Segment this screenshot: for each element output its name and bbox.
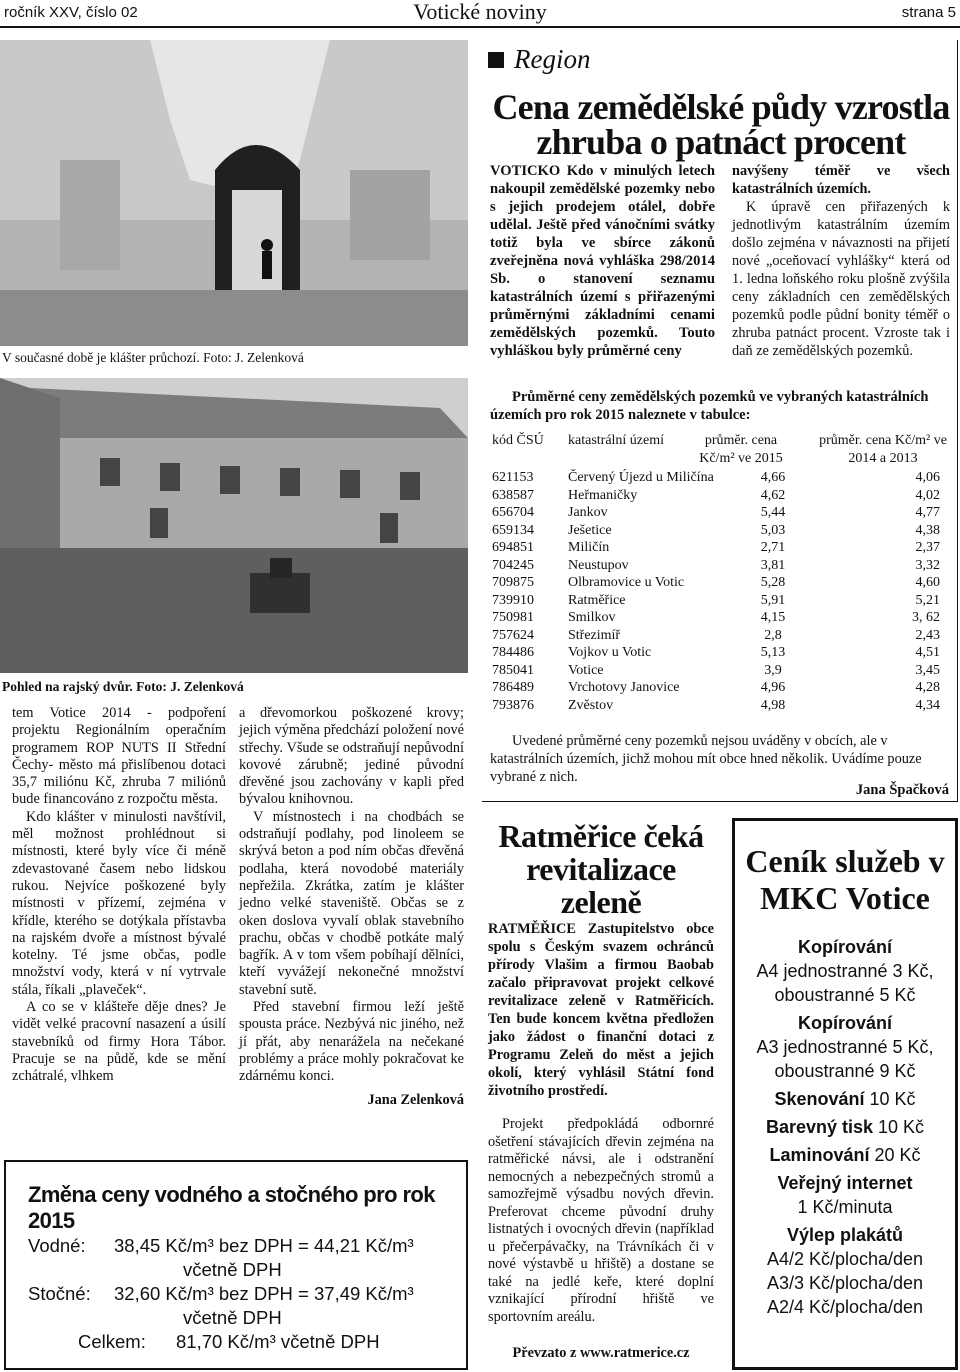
cenik-item-name: Kopírování [797,937,892,957]
cell-2014: 4,38 [915,522,940,538]
table-row [492,662,940,680]
stocne-label: Stočné: [28,1283,91,1304]
klaster-paragraph: tem Votice 2014 - podpoření projektu Regionálním operačním programem ROP NUTS II Střední Čechy- město má přislíbenou dotaci 35,7 miliónu Kč, zhruba 7 miliónů bude financováno z rozpočtu města. [12,705,226,808]
ratmerice-lead: RATMĚŘICE Zastupitelstvo obce spolu s Českým svazem ochránců přírody Vlašim a firmou Baobab začalo připravovat projekt celkové revitalizace zeleně v Ratměřicích. Ten bude koncem května předložen jako žádost o finanční dotaci z Programu Zeleň do měst a jejich okolí, který vyhlásil Státní fond životního prostředí. [488,921,714,1099]
cell-uzemi: Jankov [568,505,608,520]
cenik-item [735,1115,955,1139]
page-number: strana 5 [901,4,956,21]
cell-2015: 4,15 [760,610,786,625]
cenik-item [735,1295,955,1319]
region-lead-column-1: VOTICKO Kdo v minulých letech nakoupil zemědělské pozemky nebo s jejich prodejem otálel, dobře udělal. Ještě před vánočními svátky totiž byla ve sbírce zákonů zveřejněna nová vyhláška 298/2014 Sb. o stanovení seznamu katastrálních území s přiřazenými průměrnými základními cenami zemědělských pozemků. Touto vyhláškou byly průměrné ceny [490,163,715,359]
cenik-item-price: 1 Kč/minuta [797,1197,893,1217]
cenik-item-price: A4 jednostranné 3 Kč, [756,961,934,981]
cenik-title: Ceník služeb v MKC Votice [745,843,945,916]
cell-2015: 2,71 [760,540,786,555]
cenik-item-name: Výlep plakátů [786,1225,904,1245]
cell-2015: 3,9 [764,662,782,678]
issue-label: ročník XXV, číslo 02 [4,4,138,21]
cell-2014: 2,37 [915,540,940,555]
cenik-item [735,1271,955,1295]
ratmerice-body: Projekt předpokládá odbornré ošetření stávajících dřevin zejména na ratměřické návsi, ale i odstranění nemocných a nebezpečných stromů a samozřejmě výsadbu nových dřevin. Preferovat chceme původní druhy listnatých i ovocných dřevin (například u přečerpávačky, na Trávníkách či v nové výstavbě u hřiště) a dostane se také na jedlé keře, které doplní vznikající přírodní hřiště ve sportovním areálu. [488,1116,714,1325]
section-square-icon [488,52,504,68]
cenik-item [735,959,955,983]
cell-2015: 3,81 [760,557,786,573]
table-row [492,522,940,540]
ratmerice-headline: Ratměřice čeká revitalizace zeleně [498,818,704,920]
cell-2014: 4,77 [915,505,940,520]
cell-2015: 5,13 [760,645,786,660]
water-box-title: Změna ceny vodného a stočného pro rok 2015 [28,1182,435,1233]
region-body: K úpravě cen přiřazených k jednotlivým katastrálním územím došlo zejména v návaznosti na přijetí nové „oceňovací vyhlášky“ která od 1. ledna loňského roku plošně zvýšila ceny základních cen zemědělských pozemků podle půdní bonity téměř o zhruba patnáct procent. Vzroste tak i daň ze zemědělských pozemků. [732,199,950,359]
vodne-label: Vodné: [28,1235,86,1256]
cell-kod: 694851 [492,540,534,555]
stocne-row [28,1282,468,1306]
vodne-value: 38,45 Kč/m³ bez DPH = 44,21 Kč/m³ [114,1235,414,1256]
cell-kod: 757624 [492,627,534,643]
klaster-paragraph: Před stavební firmou leží ještě spousta práce. Nezbývá nic jiného, než jí přát, aby nenarážela na nečekané problémy a práce mohly pokračovat ke zdárnému konci. [239,999,464,1085]
table-row [492,487,940,505]
section-name: Region [514,44,591,74]
price-table [492,469,940,714]
cell-uzemi: Heřmaničky [568,487,638,503]
vodne-row-2: včetně DPH [183,1259,282,1280]
table-row [492,697,940,715]
cenik-item-price: 10 Kč [864,1089,916,1109]
region-footer-note: Uvedené průměrné ceny pozemků nejsou uváděny v obcích, ale v katastrálních územích, jichž mohou mít obce hned několik. Uvádíme pouze vybrané z nich. [490,733,922,785]
celkem-row [28,1330,468,1354]
cell-kod: 709875 [492,575,534,590]
cell-2015: 2,8 [764,627,782,643]
cenik-item-price: A2/4 Kč/plocha/den [766,1297,924,1317]
cenik-item-price: 20 Kč [869,1145,921,1165]
cenik-item-name: Laminování [769,1145,870,1165]
cenik-item [735,1171,955,1195]
cenik-item [735,1247,955,1271]
table-row [492,504,940,522]
cenik-item [735,1035,955,1059]
cenik-item [735,1087,955,1111]
col-2015: průměr. cena Kč/m² ve 2015 [699,433,783,466]
cell-kod: 739910 [492,592,534,608]
cell-kod: 638587 [492,487,534,503]
cell-2014: 3,32 [915,557,940,573]
cell-uzemi: Ješetice [568,522,612,538]
table-intro: Průměrné ceny zemědělských pozemků ve vybraných katastrálních územích pro rok 2015 naleznete v tabulce: [490,389,929,423]
region-author: Jana Špačková [855,782,949,798]
cenik-item-price: oboustranné 5 Kč [774,985,916,1005]
cell-uzemi: Červený Újezd u Miličína [568,470,714,485]
cenik-item [735,935,955,959]
photo-passage-illustration [0,40,468,346]
cell-kod: 656704 [492,505,534,520]
cenik-item-name: Veřejný internet [777,1173,913,1193]
cell-kod: 621153 [492,470,534,485]
cell-2015: 4,98 [760,697,786,713]
vodne-row [28,1234,468,1258]
klaster-paragraph: Kdo klášter v minulosti navštívil, měl možnost prohlédnout si místnosti, které byly více či méně zdevastované časem nebo lidskou rukou. Nejvíce poškozené byly místnosti v přízemí, zejména v křídle, kterého se dotýkala přístavba na rajském dvoře a místnost bývalé kotelny. Té jsme občas, podle množství vody, která v ní vytrvale stála, říkali „plaveček“. [12,808,226,998]
cenik-item-price: A4/2 Kč/plocha/den [766,1249,924,1269]
ratmerice-source: Převzato z www.ratmerice.cz [512,1345,690,1361]
photo-monastery-passage [0,40,468,346]
cell-uzemi: Miličín [568,540,610,555]
cell-2014: 5,21 [915,592,940,608]
water-price-box [4,1160,468,1370]
table-row [492,679,940,697]
cell-uzemi: Neustupov [568,557,629,573]
cenik-item-price: 10 Kč [873,1117,925,1137]
cenik-item [735,1143,955,1167]
photo-courtyard-illustration [0,378,468,673]
cell-2015: 5,44 [760,505,786,520]
cenik-item [735,1223,955,1247]
cell-2014: 4,51 [915,645,940,660]
cell-2015: 4,96 [760,680,786,695]
cell-uzemi: Votice [568,662,604,678]
cenik-list [735,935,955,1319]
region-headline: Cena zemědělské půdy vzrostla zhruba o patnáct procent [492,87,950,162]
cenik-item-price: A3/3 Kč/plocha/den [766,1273,924,1293]
cenik-box [732,818,958,1370]
cell-kod: 704245 [492,557,534,573]
page-header [0,0,960,28]
klaster-paragraph: A co se v klášteře děje dnes? Je vidět velké pracovní nasazení a úsilí stavebníků od firmy Hora Tábor. Pracuje se na půdě, kde se mění zchátralé, vlhkem [12,999,226,1085]
table-row [492,574,940,592]
cell-2014: 2,43 [915,627,940,643]
cell-2015: 4,62 [760,487,786,503]
cell-2014: 4,60 [915,575,940,590]
col-uzemi: katastrální území [568,433,665,448]
photo2-caption: Pohled na rajský dvůr. Foto: J. Zelenková [2,679,244,694]
cell-uzemi: Vojkov u Votic [568,645,652,660]
cell-kod: 793876 [492,697,534,713]
cell-kod: 659134 [492,522,534,538]
cenik-item-name: Barevný tisk [765,1117,874,1137]
newspaper-title: Votické noviny [413,0,547,24]
celkem-label: Celkem: [78,1331,146,1352]
ratmerice-article [486,820,716,1370]
cell-2015: 4,66 [760,470,786,485]
cenik-item [735,1195,955,1219]
table-row [492,609,940,627]
region-lead-column-2: navýšeny téměř ve všech katastrálních územích. [732,163,950,197]
region-article [482,40,958,802]
cell-2014: 4,02 [915,487,940,503]
photo1-caption: V současné době je klášter průchozí. Foto: J. Zelenková [2,350,304,365]
klaster-article-column-2 [239,705,464,1109]
stocne-row-2: včetně DPH [183,1307,282,1328]
klaster-author: Jana Zelenková [367,1091,464,1108]
table-row [492,469,940,487]
cell-kod: 750981 [492,610,534,625]
cell-uzemi: Vrchotovy Janovice [568,680,680,695]
klaster-paragraph: V místnostech i na chodbách se odstraňují podlahy, pod linoleem se skrývá beton a pod ním občas dřevěná podlaha, která novodobé materiály nepřežila. Zkrátka, zatím je klášter jedno velké staveniště. Občas se z oken doslova vyvalí oblak stavebního prachu, občas v chodbě potkáte malý bagřík. A v tom všem pobíhají dělníci, kteří vyvážejí nekonečné množství stavební sutě. [239,808,464,998]
cell-2014: 3, 62 [912,610,940,625]
cenik-item-name: Skenování [774,1089,865,1109]
cell-uzemi: Olbramovice u Votic [568,575,685,590]
table-row [492,627,940,645]
cell-2015: 5,91 [760,592,786,608]
klaster-article-column-1 [12,705,226,1086]
cenik-item-name: Kopírování [797,1013,892,1033]
col-kod: kód ČSÚ [492,433,544,448]
cell-uzemi: Ratměřice [568,592,626,608]
cell-kod: 785041 [492,662,534,678]
cell-uzemi: Zvěstov [568,697,614,713]
cell-kod: 786489 [492,680,534,695]
klaster-paragraph: a dřevomorkou poškozené krovy; jejich výměna předchází položení nové střechy. Všude se odstraňují nepůvodní kovové zárubně; jediné původní dřevěné jsou zachovány v kapli před bývalou knihovnou. [239,705,464,808]
cenik-item [735,983,955,1007]
table-row [492,539,940,557]
cell-uzemi: Střezimíř [568,627,621,643]
cenik-item-price: A3 jednostranné 5 Kč, [756,1037,934,1057]
table-row [492,557,940,575]
table-row [492,592,940,610]
table-row [492,644,940,662]
photo-courtyard [0,378,468,673]
cell-2014: 3,45 [915,662,940,678]
cell-2014: 4,34 [915,697,940,713]
cell-2014: 4,06 [915,470,940,485]
cenik-item [735,1059,955,1083]
cell-2015: 5,28 [760,575,786,590]
celkem-value: 81,70 Kč/m³ včetně DPH [176,1331,380,1352]
col-2014: průměr. cena Kč/m² ve 2014 a 2013 [819,433,947,466]
cell-kod: 784486 [492,645,534,660]
cell-2014: 4,28 [915,680,940,695]
stocne-value: 32,60 Kč/m³ bez DPH = 37,49 Kč/m³ [114,1283,414,1304]
cell-uzemi: Smilkov [568,610,616,625]
cell-2015: 5,03 [760,522,786,538]
section-label [488,44,590,75]
cenik-item-price: oboustranné 9 Kč [774,1061,916,1081]
cenik-item [735,1011,955,1035]
